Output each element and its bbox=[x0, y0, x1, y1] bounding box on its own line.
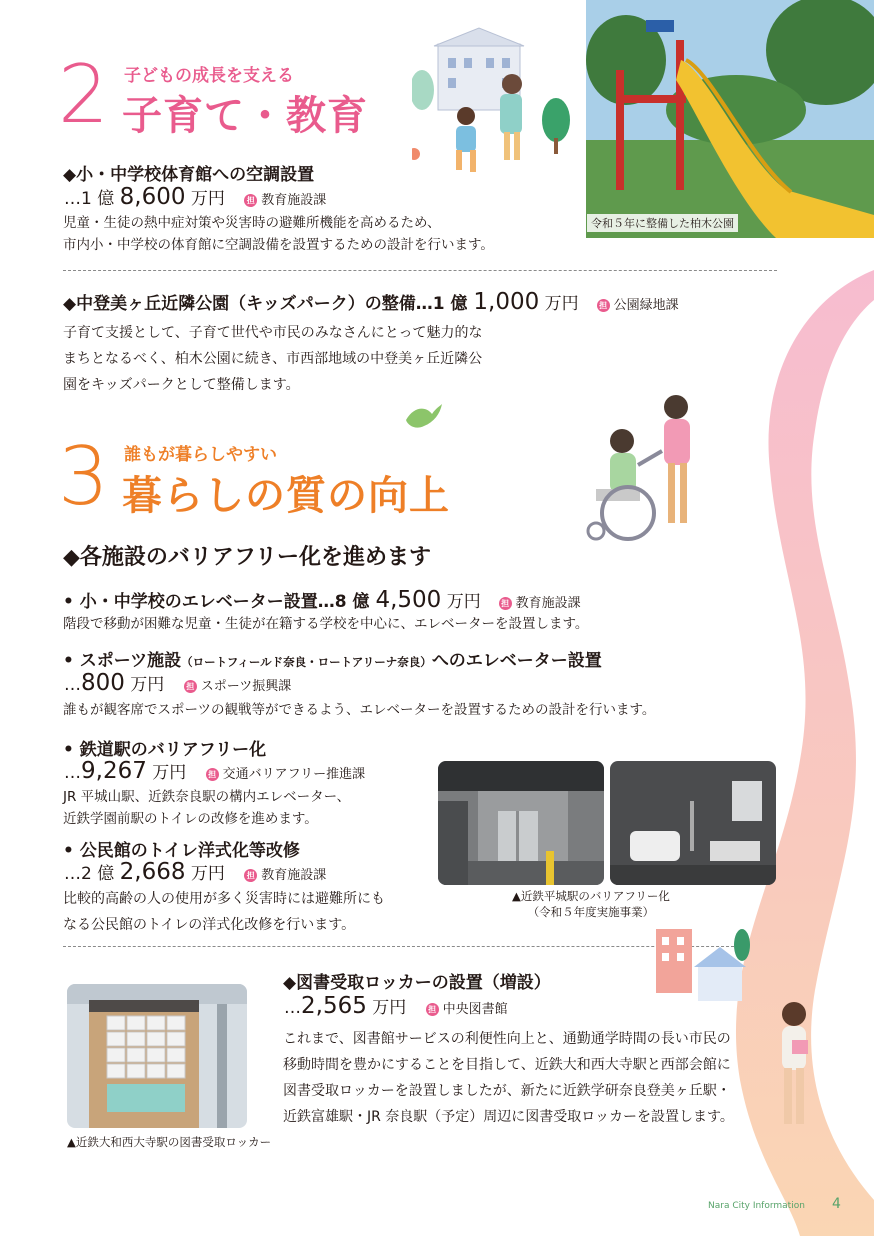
playground-photo bbox=[586, 0, 874, 238]
divider bbox=[63, 946, 739, 947]
cost-unit: 万円 bbox=[185, 189, 225, 209]
body-line: 子育て支援として、子育て世代や市民のみなさんにとって魅力的な bbox=[63, 325, 483, 341]
dept-badge-icon: 担 bbox=[499, 597, 512, 610]
item-ac-body bbox=[63, 212, 583, 256]
item-kominkan-cost bbox=[64, 859, 326, 885]
body-line: JR 平城山駅、近鉄奈良駅の構内エレベーター、 bbox=[63, 789, 351, 805]
cost-amount: 1,000 bbox=[473, 289, 540, 315]
body-line: なる公民館のトイレの洋式化改修を行います。 bbox=[63, 917, 356, 933]
dept-name: 教育施設課 bbox=[261, 868, 327, 883]
item-kominkan-heading: • 公民館のトイレ洋式化等改修 bbox=[63, 841, 300, 861]
dept-badge-icon: 担 bbox=[597, 299, 610, 312]
item-station-body bbox=[63, 786, 350, 830]
body-line: 図書受取ロッカーを設置しましたが、新たに近鉄学研奈良登美ヶ丘駅・ bbox=[283, 1083, 731, 1099]
footer-label: Nara City Information bbox=[708, 1201, 805, 1211]
section2-subtitle: 子どもの成長を支える bbox=[124, 66, 294, 86]
item-sports-body: 誰もが観客席でスポーツの観戦等ができるよう、エレベーターを設置するための設計を行います。 bbox=[63, 702, 656, 718]
section3-subtitle: 誰もが暮らしやすい bbox=[124, 445, 277, 465]
cost-prefix: … bbox=[284, 998, 301, 1018]
houses-illustration bbox=[650, 925, 760, 1005]
cost-amount: 8,600 bbox=[119, 184, 186, 210]
bird-icon bbox=[402, 400, 442, 436]
body-line: 近鉄富雄駅・JR 奈良駅（予定）周辺に図書受取ロッカーを設置します。 bbox=[283, 1109, 734, 1125]
divider bbox=[63, 270, 777, 271]
section3-title: 暮らしの質の向上 bbox=[122, 473, 450, 519]
cost-unit: 万円 bbox=[366, 998, 407, 1018]
cost-unit: 万円 bbox=[185, 864, 225, 884]
item-ac-heading-text: ◆小・中学校体育館への空調設置 bbox=[63, 165, 315, 185]
locker-photo bbox=[67, 984, 247, 1128]
section3-number: 3 bbox=[58, 430, 109, 523]
dept-badge-icon: 担 bbox=[426, 1003, 439, 1016]
heading-text-small: （ロートフィールド奈良・ロートアリーナ奈良） bbox=[181, 655, 432, 669]
item-kominkan-body bbox=[63, 886, 385, 938]
item-school-elevator-body: 階段で移動が困難な児童・生徒が在籍する学校を中心に、エレベーターを設置します。 bbox=[63, 616, 589, 632]
cost-amount: 4,500 bbox=[375, 587, 442, 613]
dept-name: 交通バリアフリー推進課 bbox=[222, 767, 366, 782]
cost-prefix: … bbox=[64, 763, 81, 783]
item-sports-elevator-heading bbox=[63, 646, 602, 671]
barrier-free-heading: ◆各施設のバリアフリー化を進めます bbox=[63, 545, 432, 570]
item-ac-heading bbox=[63, 160, 314, 185]
heading-text-b: へのエレベーター設置 bbox=[431, 651, 602, 671]
item-station-cost bbox=[64, 758, 365, 784]
dept-name: 教育施設課 bbox=[515, 596, 581, 611]
body-line: まちとなるべく、柏木公園に続き、市西部地域の中登美ヶ丘近隣公 bbox=[63, 351, 483, 367]
cost-unit: 万円 bbox=[539, 294, 579, 314]
cost-amount: 9,267 bbox=[81, 758, 147, 784]
cost-unit: 万円 bbox=[124, 675, 165, 695]
wheelchair-illustration bbox=[576, 385, 716, 545]
heading-text-a: • スポーツ施設 bbox=[63, 651, 182, 671]
section2-number: 2 bbox=[58, 48, 109, 141]
body-line: 園をキッズパークとして整備します。 bbox=[63, 377, 300, 393]
cost-unit: 万円 bbox=[441, 592, 481, 612]
item-kidspark-heading bbox=[63, 289, 679, 315]
cost-amount: 2,565 bbox=[301, 993, 367, 1019]
cost-prefix: …1 億 bbox=[64, 189, 120, 209]
cost-prefix: … bbox=[64, 675, 81, 695]
item-ac-cost bbox=[64, 184, 326, 210]
caption-line: （令和５年度実施事業） bbox=[527, 905, 655, 919]
dept-name: 中央図書館 bbox=[442, 1002, 508, 1017]
station-caption bbox=[512, 888, 670, 920]
item-locker-heading: ◆図書受取ロッカーの設置（増設） bbox=[283, 973, 551, 993]
body-line: これまで、図書館サービスの利便性向上と、通勤通学時間の長い市民の bbox=[283, 1031, 731, 1047]
body-line: 移動時間を豊かにすることを目指して、近鉄大和西大寺駅と西部会館に bbox=[283, 1057, 731, 1073]
body-line: 児童・生徒の熱中症対策や災害時の避難所機能を高めるため、 bbox=[63, 215, 441, 231]
item-kidspark-body bbox=[63, 320, 563, 398]
dept-badge-icon: 担 bbox=[184, 680, 197, 693]
item-sports-cost bbox=[64, 670, 291, 696]
cost-amount: 2,668 bbox=[119, 859, 186, 885]
station-photo-elevator bbox=[438, 761, 604, 885]
kidspark-heading-text: ◆中登美ヶ丘近隣公園（キッズパーク）の整備…1 億 bbox=[63, 294, 474, 314]
caption-line: ▲近鉄平城駅のバリアフリー化 bbox=[512, 889, 670, 903]
dept-name: 公園緑地課 bbox=[613, 298, 679, 313]
girl-reading-illustration bbox=[770, 996, 820, 1136]
playground-photo-caption: 令和５年に整備した柏木公園 bbox=[587, 214, 738, 232]
body-line: 近鉄学園前駅のトイレの改修を進めます。 bbox=[63, 811, 318, 827]
item-school-elevator-heading bbox=[63, 587, 581, 613]
dept-badge-icon: 担 bbox=[206, 768, 219, 781]
station-photo-toilet bbox=[610, 761, 776, 885]
body-line: 市内小・中学校の体育館に空調設備を設置するための設計を行います。 bbox=[63, 237, 494, 253]
cost-unit: 万円 bbox=[146, 763, 187, 783]
item-station-heading: • 鉄道駅のバリアフリー化 bbox=[63, 740, 267, 760]
item-locker-cost bbox=[284, 993, 508, 1019]
school-children-illustration bbox=[412, 20, 580, 180]
section2-title: 子育て・教育 bbox=[122, 93, 368, 139]
dept-name: 教育施設課 bbox=[261, 193, 327, 208]
page-number: 4 bbox=[832, 1196, 841, 1212]
dept-badge-icon: 担 bbox=[244, 194, 257, 207]
locker-caption: ▲近鉄大和西大寺駅の図書受取ロッカー bbox=[67, 1135, 272, 1149]
item-locker-body bbox=[283, 1026, 734, 1130]
dept-badge-icon: 担 bbox=[244, 869, 257, 882]
dept-name: スポーツ振興課 bbox=[200, 679, 292, 694]
cost-amount: 800 bbox=[81, 670, 125, 696]
body-line: 比較的高齢の人の使用が多く災害時には避難所にも bbox=[63, 891, 385, 907]
cost-prefix: …2 億 bbox=[64, 864, 120, 884]
heading-text: • 小・中学校のエレベーター設置…8 億 bbox=[63, 592, 376, 612]
